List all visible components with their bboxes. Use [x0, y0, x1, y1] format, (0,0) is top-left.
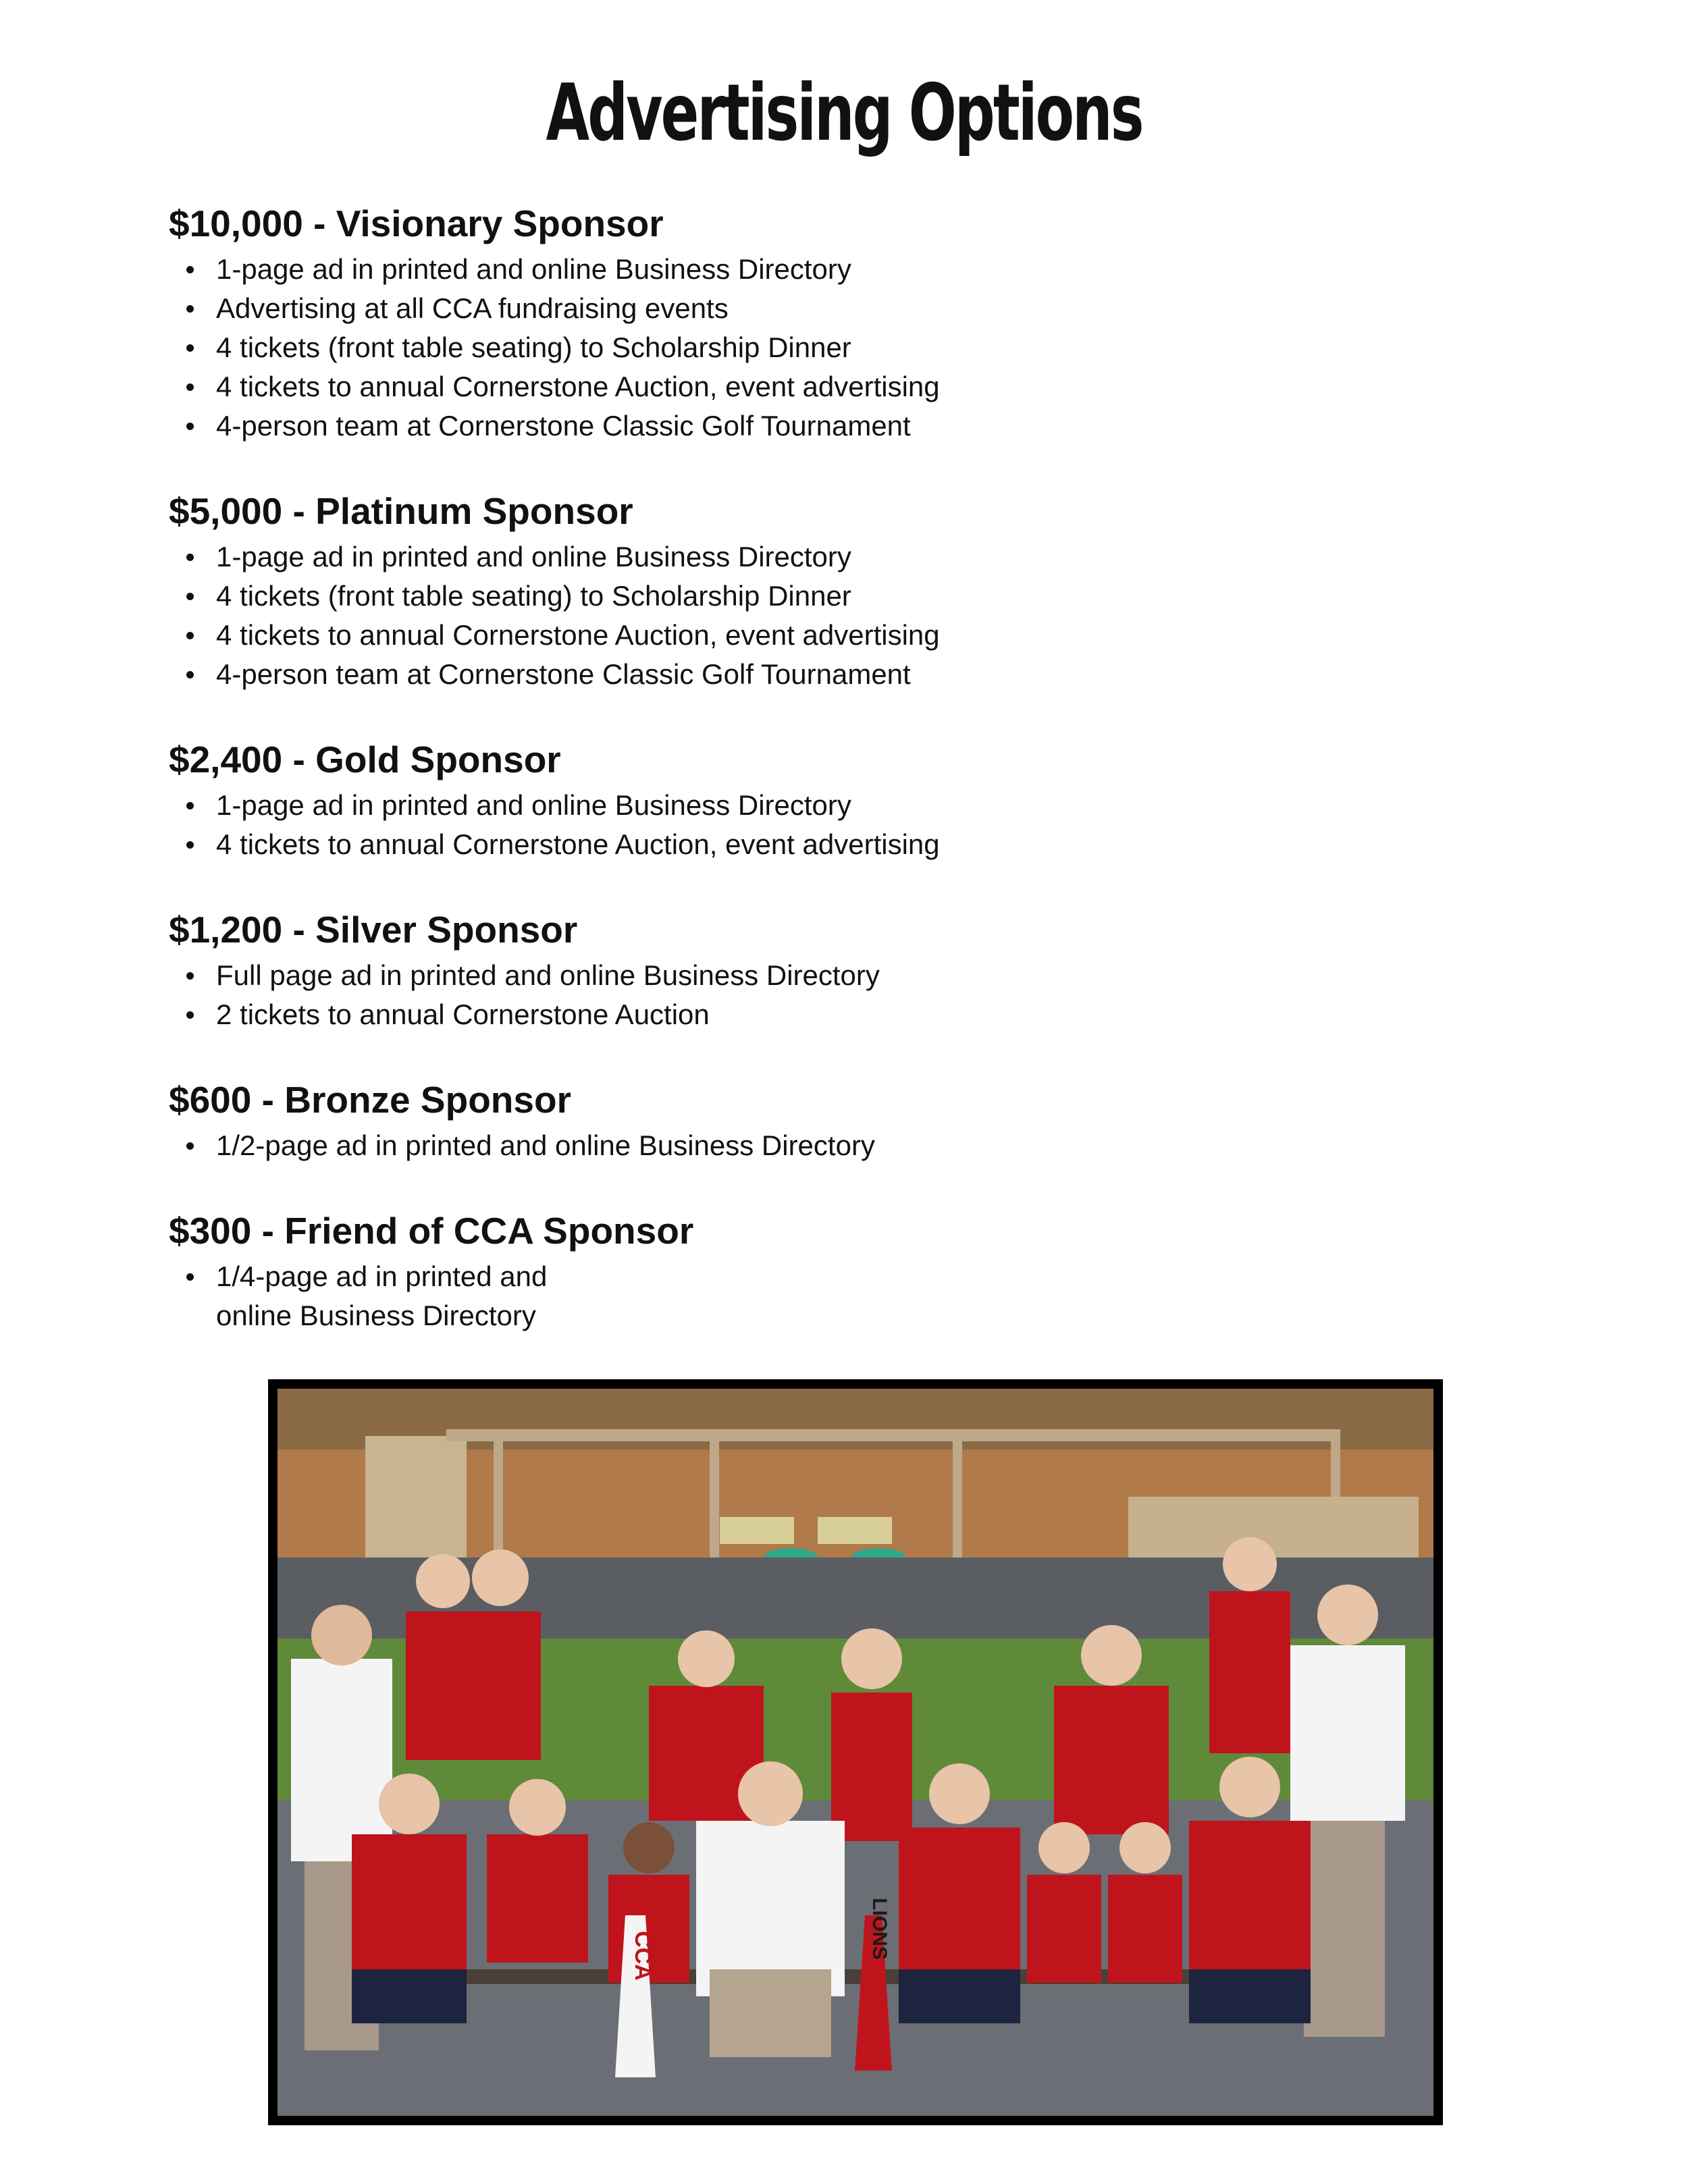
group-photo [268, 1379, 1443, 2125]
student-head [1081, 1625, 1142, 1686]
megaphone-left-text: CCA [630, 1931, 656, 1981]
student-head [509, 1779, 566, 1836]
student-head [738, 1761, 803, 1826]
benefit-item: Full page ad in printed and online Business Directory [216, 956, 880, 995]
student-red-polo [1189, 1821, 1311, 1969]
student-navy-skirt [1189, 1969, 1311, 2023]
benefit-item: 4 tickets (front table seating) to Scholarship Dinner [216, 577, 940, 616]
swing-seat [818, 1517, 892, 1544]
playground-beam [446, 1429, 1338, 1441]
student-head [472, 1549, 529, 1606]
student-head [841, 1628, 902, 1689]
benefit-list [169, 537, 940, 694]
benefit-item: 1-page ad in printed and online Business Directory [216, 537, 940, 577]
student-red-polo [1108, 1875, 1182, 1983]
benefit-list [169, 956, 880, 1034]
tier-bronze [169, 1076, 875, 1165]
benefit-item: 2 tickets to annual Cornerstone Auction [216, 995, 880, 1034]
student-head [416, 1554, 470, 1608]
student-head [678, 1630, 735, 1687]
student-head [1119, 1822, 1171, 1873]
tier-heading: $5,000 - Platinum Sponsor [169, 490, 633, 532]
tier-heading: $10,000 - Visionary Sponsor [169, 203, 664, 244]
student-red-polo [899, 1828, 1020, 1969]
swing-seat [720, 1517, 794, 1544]
benefit-list [169, 786, 940, 864]
page-title: Advertising Options [546, 68, 1142, 159]
student-head [929, 1763, 990, 1824]
megaphone-right-text: LIONS [868, 1898, 891, 1960]
group-photo-illustration [278, 1389, 1433, 2116]
tier-platinum [169, 487, 940, 694]
tier-heading: $300 - Friend of CCA Sponsor [169, 1210, 694, 1252]
benefit-item: 1-page ad in printed and online Business Directory [216, 250, 940, 289]
tier-heading: $600 - Bronze Sponsor [169, 1079, 571, 1121]
tier-visionary [169, 200, 940, 446]
tier-silver [169, 906, 880, 1034]
student-navy-skirt [899, 1969, 1020, 2023]
student-red-polo [1027, 1875, 1101, 1983]
student-red-polo [831, 1693, 912, 1841]
benefit-item: 4 tickets (front table seating) to Scholarship Dinner [216, 328, 940, 367]
benefit-item: 4-person team at Cornerstone Classic Golf Tournament [216, 655, 940, 694]
tier-heading: $1,200 - Silver Sponsor [169, 909, 578, 951]
benefit-item: 4 tickets to annual Cornerstone Auction, event advertising [216, 825, 940, 864]
student-head [1038, 1822, 1090, 1873]
student-head [311, 1605, 372, 1666]
student-head [623, 1822, 675, 1873]
student-head [1317, 1584, 1378, 1645]
student-red-polo [487, 1834, 588, 1963]
student-khaki-pants [710, 1969, 831, 2057]
student-head [1223, 1537, 1277, 1591]
student-red-polo [1054, 1686, 1169, 1834]
tier-friend [169, 1207, 693, 1335]
student-red-polo [1209, 1591, 1290, 1753]
student-red-polo [406, 1612, 541, 1760]
benefit-list [169, 1257, 693, 1335]
tier-heading: $2,400 - Gold Sponsor [169, 739, 561, 780]
student-head [1219, 1757, 1280, 1817]
benefit-item: 1-page ad in printed and online Business Directory [216, 786, 940, 825]
student-head [379, 1774, 440, 1834]
student-white-shirt [1290, 1645, 1405, 1821]
student-white-shirt [291, 1659, 392, 1861]
benefit-list [169, 1126, 875, 1165]
benefit-item: 1/4-page ad in printed and online Business Directory [216, 1257, 693, 1335]
benefit-item: Advertising at all CCA fundraising events [216, 289, 940, 328]
student-navy-skirt [352, 1969, 467, 2023]
benefit-item: 4-person team at Cornerstone Classic Golf Tournament [216, 406, 940, 446]
benefit-item: 1/2-page ad in printed and online Business Directory [216, 1126, 875, 1165]
benefit-item: 4 tickets to annual Cornerstone Auction, event advertising [216, 616, 940, 655]
student-khaki-pants [1304, 1821, 1385, 2037]
benefit-list [169, 250, 940, 446]
student-red-polo [352, 1834, 467, 1969]
tier-gold [169, 736, 940, 864]
benefit-item: 4 tickets to annual Cornerstone Auction, event advertising [216, 367, 940, 406]
